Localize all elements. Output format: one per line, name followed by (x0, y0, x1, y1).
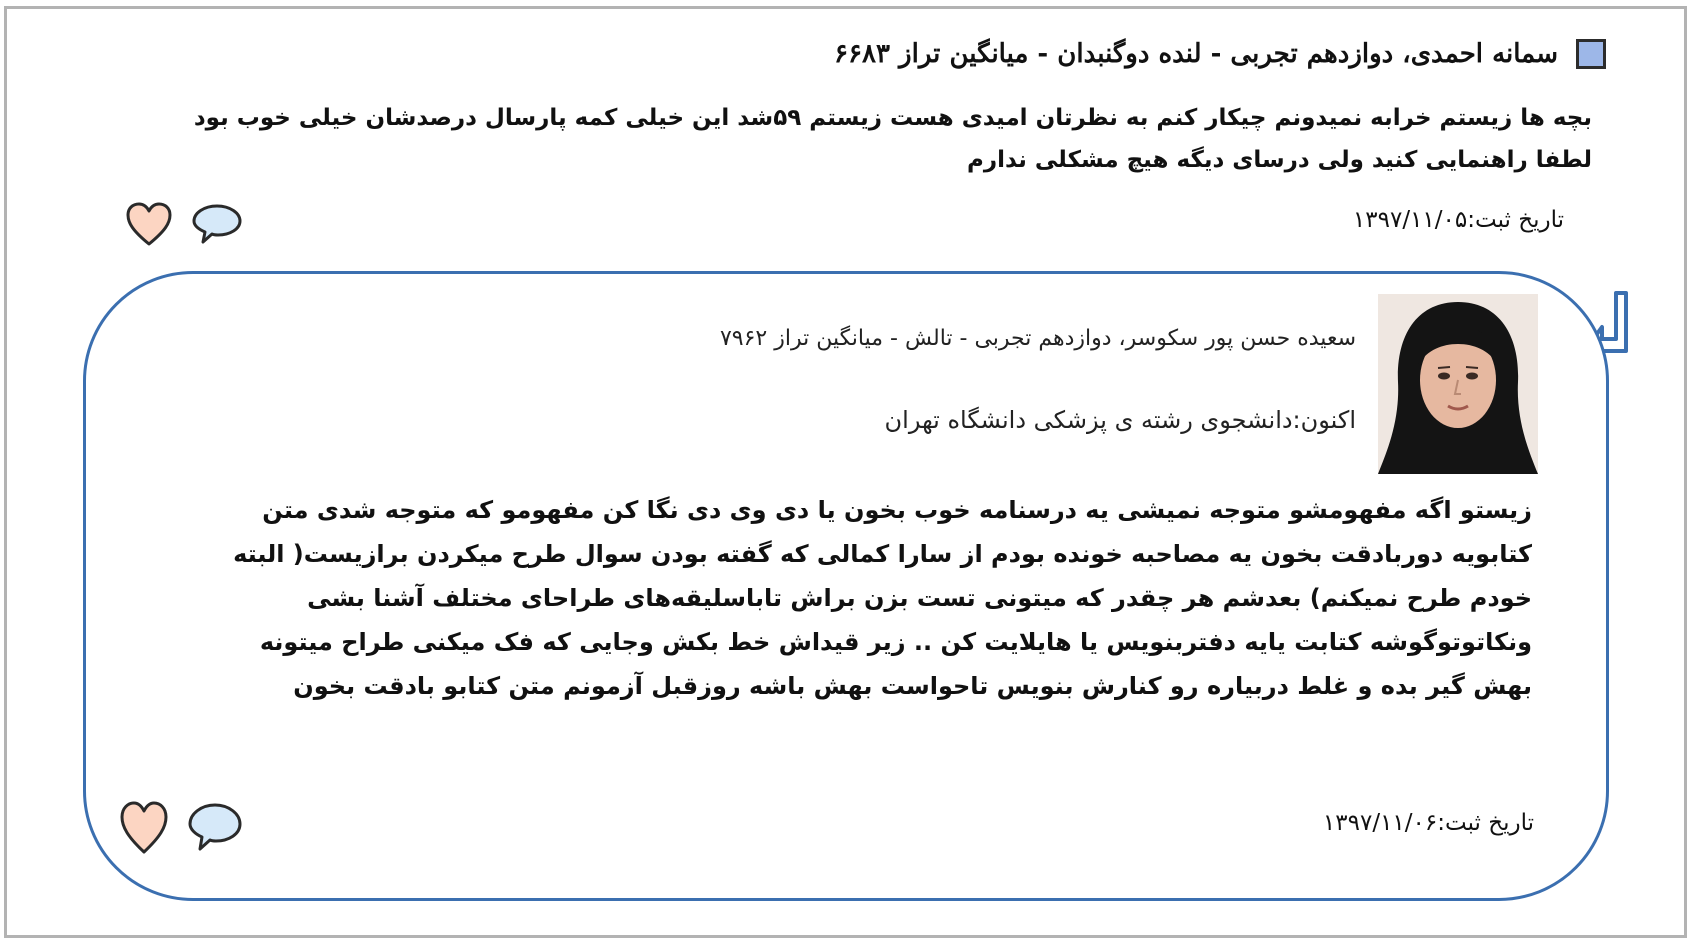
answer-date: تاریخ ثبت:۱۳۹۷/۱۱/۰۶ (1322, 810, 1534, 836)
answer-card (83, 271, 1609, 901)
post-frame (4, 6, 1687, 938)
question-body: بچه ها زیستم خرابه نمیدونم چیکار کنم به نظرتان امیدی هست زیستم ۵۹شد این خیلی کمه پارسال درصدشان خیلی خوب بود لطفا راهنمایی کنید ولی درسای دیگه هیچ مشکلی ندارم (193, 105, 1592, 173)
heart-icon[interactable] (125, 201, 173, 247)
question-header (834, 39, 1606, 69)
question-actions (125, 201, 243, 247)
speech-bubble-icon[interactable] (187, 802, 243, 852)
speech-bubble-icon[interactable] (191, 203, 243, 245)
answer-status: اکنون:دانشجوی رشته ی پزشکی دانشگاه تهران (884, 406, 1356, 434)
square-marker-icon (1576, 39, 1606, 69)
question-title: سمانه احمدی، دوازدهم تجربی - لنده دوگنبدان - میانگین تراز ۶۶۸۳ (834, 39, 1558, 69)
answer-author: سعیده حسن پور سکوسر، دوازدهم تجربی - تالش - میانگین تراز ۷۹۶۲ (719, 326, 1356, 351)
question-date: تاریخ ثبت:۱۳۹۷/۱۱/۰۵ (1352, 207, 1564, 233)
answer-actions (119, 799, 243, 855)
answer-body: زیستو اگه مفهومشو متوجه نمیشی یه درسنامه خوب بخون یا دی وی دی نگا کن مفهومو که متوجه شدی متن کتابویه دوربادقت بخون یه مصاحبه خونده بودم از سارا کمالی که گفته بودن سوال طرح میکردن برازیست( البته خودم طرح نمیکنم) بعدشم هر چقدر که میتونی تست بزن براش تاباسلیقه‌های طراحای مختلف آشنا بشی ونکاتوتوگوشه کتابت یایه دفتربنویس یا هایلایت کن .. زیر قیداش خط بکش وجایی که فک میکنی طراح میتونه بهش گیر بده و غلط دربیاره رو کنارش بنویس تاحواست بهش باشه روزقبل آزمونم متن کتابو بادقت بخون (233, 496, 1532, 700)
avatar (1378, 294, 1538, 474)
heart-icon[interactable] (119, 799, 169, 855)
